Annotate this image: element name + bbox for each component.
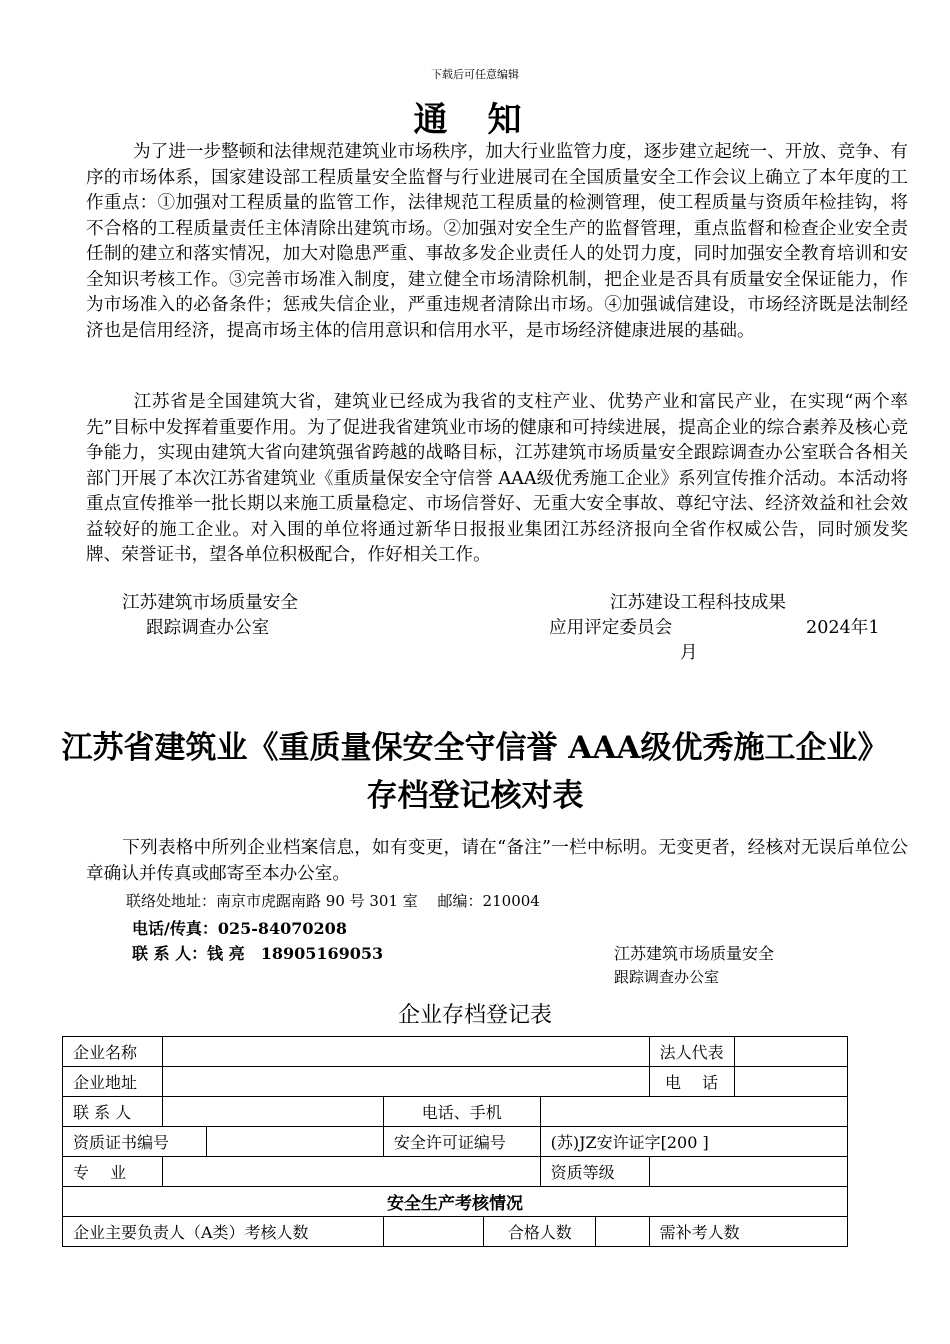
label-company-address: 企业地址 [63,1067,163,1097]
form-intro: 下列表格中所列企业档案信息，如有变更，请在“备注”一栏中标明。无变更者，经核对无误后单位公章确认并传真或邮寄至本办公室。 [86,838,908,884]
contact-person: 联 系 人：钱 亮 18905169053 [132,944,384,963]
safety-section-heading: 安全生产考核情况 [63,1187,848,1217]
contact-address: 联络处地址：南京市虎踞南路 90 号 301 室 邮编：210004 [126,892,540,910]
field-qualified-count[interactable] [596,1217,649,1247]
table-row [63,1217,848,1247]
form-title-line2: 存档登记核对表 [366,778,584,814]
label-telephone: 电 话 [649,1067,734,1097]
field-specialty[interactable] [162,1157,540,1187]
field-phone-mobile[interactable] [540,1097,847,1127]
label-safety-permit-no: 安全许可证编号 [383,1127,540,1157]
table-row [63,1067,848,1097]
field-safety-permit-no[interactable]: (苏)JZ安许证字[200 ] [540,1127,847,1157]
table-row [63,1097,848,1127]
label-qualification-level: 资质等级 [540,1157,649,1187]
office-name-line2: 跟踪调查办公室 [614,968,720,986]
label-qualified-count: 合格人数 [484,1217,596,1247]
signature-left-line2: 跟踪调查办公室 [146,618,270,638]
date-month-char: 月 [680,643,698,663]
notice-paragraph-2: 江苏省是全国建筑大省，建筑业已经成为我省的支柱产业、优势产业和富民产业，在实现“两个率先”目标中发挥着重要作用。为了促进我省建筑业市场的健康和可持续进展，提高企业的综合素养及核心竞争能力，实现由建筑大省向建筑强省跨越的战略目标，江苏建筑市场质量安全跟踪调查办公室联合各相关部门开展了本次江苏省建筑业《重质量保安全守信誉 AAA级优秀施工企业》系列宣传推介活动。本活动将重点宣传推举一批长期以来施工质量稳定、市场信誉好、无重大安全事故、尊纪守法、经济效益和社会效益较好的施工企业。对入围的单位将通过新华日报报业集团江苏经济报向全省作权威公告，同时颁发奖牌、荣誉证书，望各单位积极配合，作好相关工作。 [86,392,908,565]
table-row [63,1157,848,1187]
table-row [63,1127,848,1157]
header-note: 下载后可任意编辑 [431,68,519,81]
field-company-name[interactable] [162,1037,649,1067]
office-name-line1: 江苏建筑市场质量安全 [614,944,775,963]
label-cert-no: 资质证书编号 [63,1127,207,1157]
date-year-month: 2024年1 [806,618,880,638]
table-title: 企业存档登记表 [397,1003,552,1028]
notice-paragraph-1: 为了进一步整顿和法律规范建筑业市场秩序，加大行业监管力度，逐步建立起统一、开放、竞争、有序的市场体系，国家建设部工程质量安全监督与行业进展司在全国质量安全工作会议上确立了本年度的工作重点：①加强对工程质量的监管工作，法律规范工程质量的检测管理，使工程质量与资质年检挂钩，将不合格的工程质量责任主体清除出建筑市场。②加强对安全生产的监督管理，重点监督和检查企业安全责任制的建立和落实情况，加大对隐患严重、事故多发企业责任人的处罚力度，同时加强安全教育培训和安全知识考核工作。③完善市场准入制度，建立健全市场清除机制，把企业是否具有质量安全保证能力，作为市场准入的必备条件；惩戒失信企业，严重违规者清除出市场。④加强诚信建设，市场经济既是法制经济也是信用经济，提高市场主体的信用意识和信用水平，是市场经济健康进展的基础。 [86,142,908,341]
label-specialty: 专 业 [63,1157,163,1187]
registration-table [62,1036,848,1247]
label-retest-count: 需补考人数 [649,1217,847,1247]
field-contact[interactable] [162,1097,383,1127]
signature-left-line1: 江苏建筑市场质量安全 [122,593,298,613]
label-legal-rep: 法人代表 [649,1037,734,1067]
table-row [63,1187,848,1217]
table-row [63,1037,848,1067]
field-telephone[interactable] [734,1067,847,1097]
form-title-line1: 江苏省建筑业《重质量保安全守信誉 AAA级优秀施工企业》 [61,730,889,766]
label-phone-mobile: 电话、手机 [383,1097,540,1127]
label-company-name: 企业名称 [63,1037,163,1067]
label-contact: 联 系 人 [63,1097,163,1127]
field-legal-rep[interactable] [734,1037,847,1067]
signature-right-line1: 江苏建设工程科技成果 [610,593,786,613]
label-main-leader-count: 企业主要负责人（A类）考核人数 [63,1217,384,1247]
field-cert-no[interactable] [206,1127,383,1157]
field-company-address[interactable] [162,1067,649,1097]
signature-right-line2: 应用评定委员会 [549,618,673,638]
contact-phone: 电话/传真：025-84070208 [132,919,347,938]
field-main-leader-count[interactable] [383,1217,483,1247]
field-qualification-level[interactable] [649,1157,847,1187]
notice-title: 通知 [413,100,562,140]
